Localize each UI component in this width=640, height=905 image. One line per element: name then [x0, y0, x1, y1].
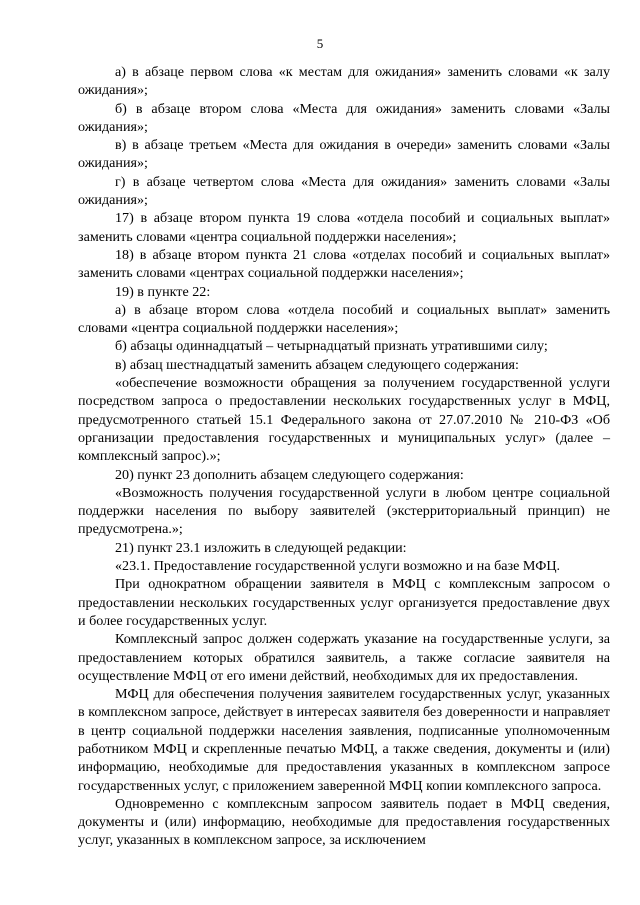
paragraph-19: Одновременно с комплексным запросом заявитель подает в МФЦ сведения, документы и (или) информацию, необходимые для предоставления государственных услуг, указанных в комплексном запросе, за исключением — [78, 795, 610, 849]
paragraph-2: б) в абзаце втором слова «Места для ожидания» заменить словами «Залы ожидания»; — [78, 100, 610, 135]
paragraph-14: 21) пункт 23.1 изложить в следующей редакции: — [115, 539, 407, 556]
paragraph-17: Комплексный запрос должен содержать указание на государственные услуги, за предоставлением которых обратился заявитель, а также согласие заявителя на осуществление МФЦ от его имени действий, необходимых для их предоставления. — [78, 631, 610, 684]
paragraph-11: «обеспечение возможности обращения за получением государственной услуги посредством запроса о предоставлении нескольких государственных услуг в МФЦ, предусмотренного статьей 15.1 Федерального закона от 27.07.2010 № 210-ФЗ «Об организации предоставления государственных и муниципальных услуг» (далее – комплексный запрос).»; — [78, 375, 610, 465]
page-number: 5 — [316, 36, 324, 51]
paragraph-12: 20) пункт 23 дополнить абзацем следующего содержания: — [115, 466, 464, 483]
paragraph-5: 17) в абзаце втором пункта 19 слова «отдела пособий и социальных выплат» заменить словами «центра социальной поддержки населения»; — [78, 210, 610, 245]
paragraph-13: «Возможность получения государственной услуги в любом центре социальной поддержки населения по выбору заявителей (экстерриториальный принцип) не предусмотрена.»; — [78, 484, 610, 538]
paragraph-9: б) абзацы одиннадцатый – четырнадцатый признать утратившими силу; — [115, 338, 548, 355]
paragraph-15: «23.1. Предоставление государственной услуги возможно и на базе МФЦ. — [115, 558, 561, 575]
paragraph-3: в) в абзаце третьем «Места для ожидания в очереди» заменить словами «Залы ожидания»; — [78, 137, 610, 172]
paragraph-1: а) в абзаце первом слова «к местам для ожидания» заменить словами «к залу ожидания»; — [78, 64, 610, 99]
paragraph-10: в) абзац шестнадцатый заменить абзацем следующего содержания: — [115, 356, 519, 373]
paragraph-18: МФЦ для обеспечения получения заявителем государственных услуг, указанных в комплексном запросе, действует в интересах заявителя без доверенности и направляет в центр социальной поддержки населения заявления, подписанные уполномоченным работником МФЦ и скрепленные печатью МФЦ, а также сведения, документы и (или) информацию, необходимые для предоставления указанных в комплексном запросе государственных услуг, с приложением заверенной МФЦ копии комплексного запроса. — [78, 686, 610, 794]
paragraph-16: При однократном обращении заявителя в МФЦ с комплексным запросом о предоставлении нескольких государственных услуг организуется предоставление двух и более государственных услуг. — [78, 576, 610, 629]
paragraph-7: 19) в пункте 22: — [115, 283, 211, 300]
document-body — [78, 63, 610, 850]
paragraph-4: г) в абзаце четвертом слова «Места для ожидания» заменить словами «Залы ожидания»; — [78, 173, 610, 209]
paragraph-6: 18) в абзаце втором пункта 21 слова «отделах пособий и социальных выплат» заменить словами «центрах социальной поддержки населения»; — [78, 246, 610, 282]
paragraph-8: а) в абзаце втором слова «отдела пособий и социальных выплат» заменить словами «центра социальной поддержки населения»; — [78, 301, 610, 337]
